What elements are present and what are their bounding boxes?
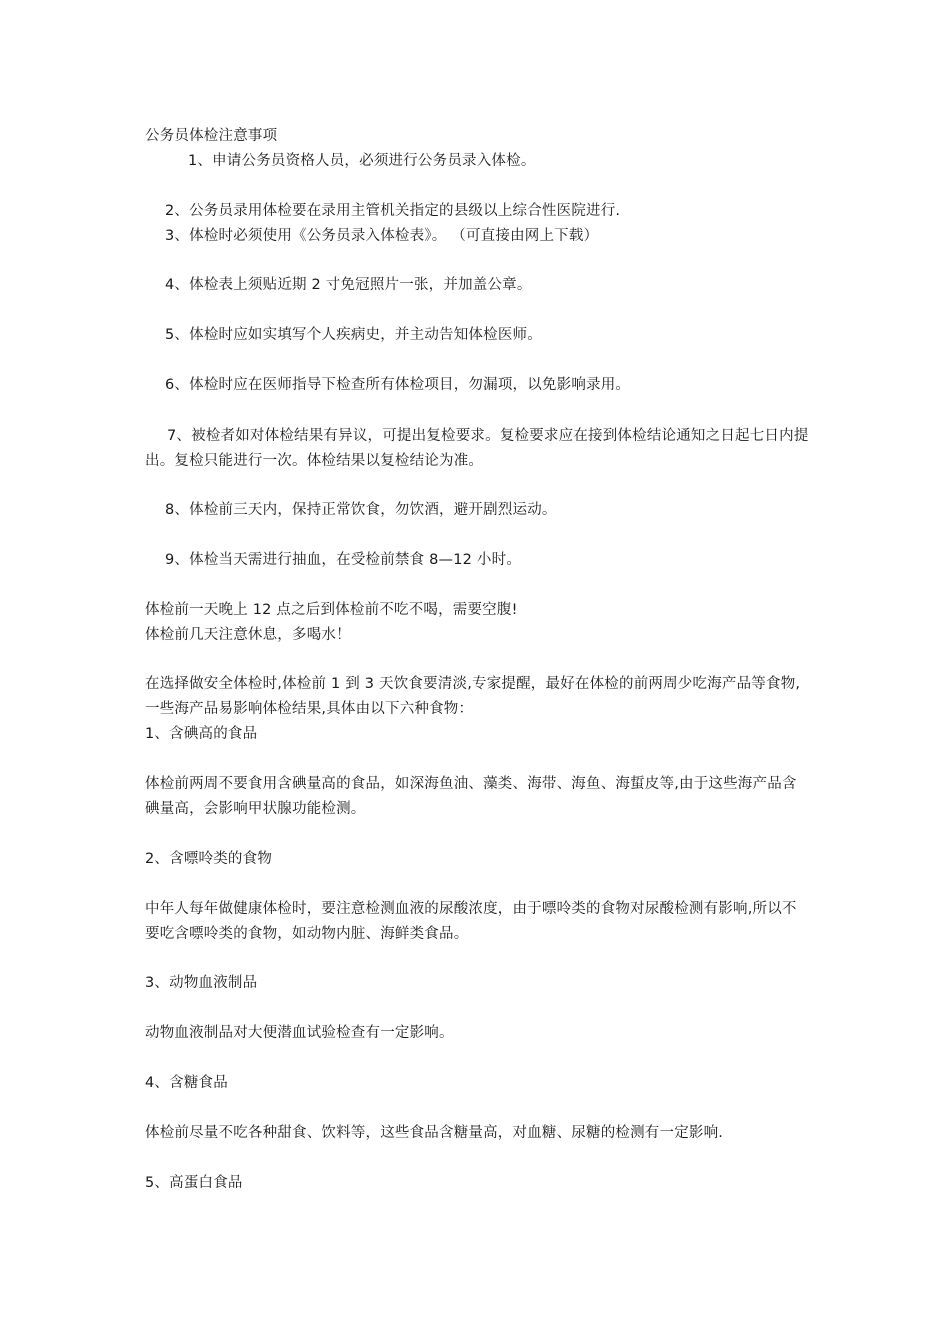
food-body: 体检前两周不要食用含碘量高的食品，如深海鱼油、藻类、海带、海鱼、海蜇皮等,由于这些海产品含碘量高，会影响甲状腺功能检测。 [145, 776, 797, 817]
food-heading: 3、动物血液制品 [145, 975, 258, 991]
food-heading: 4、含糖食品 [145, 1075, 228, 1091]
food-heading: 1、含碘高的食品 [145, 726, 258, 742]
list-item: 8、体检前三天内，保持正常饮食，勿饮酒，避开剧烈运动。 [165, 502, 557, 518]
list-item: 3、体检时必须使用《公务员录入体检表》。 （可直接由网上下载） [165, 228, 599, 244]
fasting-note: 体检前一天晚上 12 点之后到体检前不吃不喝，需要空腹! [145, 602, 518, 618]
food-heading: 2、含嘌呤类的食物 [145, 851, 273, 867]
food-heading: 5、高蛋白食品 [145, 1175, 243, 1191]
food-body: 体检前尽量不吃各种甜食、饮料等，这些食品含糖量高，对血糖、尿糖的检测有一定影响. [145, 1125, 724, 1141]
document-title: 公务员体检注意事项 [145, 128, 278, 144]
food-body: 动物血液制品对大便潜血试验检查有一定影响。 [145, 1025, 454, 1041]
list-item: 9、体检当天需进行抽血，在受检前禁食 8—12 小时。 [165, 552, 522, 568]
list-item: 1、申请公务员资格人员，必须进行公务员录入体检。 [188, 153, 536, 169]
list-item: 6、体检时应在医师指导下检查所有体检项目，勿漏项，以免影响录用。 [165, 377, 631, 393]
list-item: 2、公务员录用体检要在录用主管机关指定的县级以上综合性医院进行. [165, 203, 621, 219]
food-body: 中年人每年做健康体检时，要注意检测血液的尿酸浓度，由于嘌呤类的食物对尿酸检测有影响,所以不要吃含嘌呤类的食物，如动物内脏、海鲜类食品。 [145, 901, 797, 942]
fasting-note: 体检前几天注意休息，多喝水！ [145, 627, 351, 643]
list-item: 5、体检时应如实填写个人疾病史，并主动告知体检医师。 [165, 327, 542, 343]
list-item: 7、被检者如对体检结果有异议，可提出复检要求。复检要求应在接到体检结论通知之日起七日内提出。复检只能进行一次。体检结果以复检结论为准。 [145, 428, 809, 469]
diet-intro: 在选择做安全体检时,体检前 1 到 3 天饮食要清淡,专家提醒，最好在体检的前两周少吃海产品等食物,一些海产品易影响体检结果,具体由以下六种食物： [145, 676, 801, 717]
list-item: 4、体检表上须贴近期 2 寸免冠照片一张，并加盖公章。 [165, 277, 532, 293]
